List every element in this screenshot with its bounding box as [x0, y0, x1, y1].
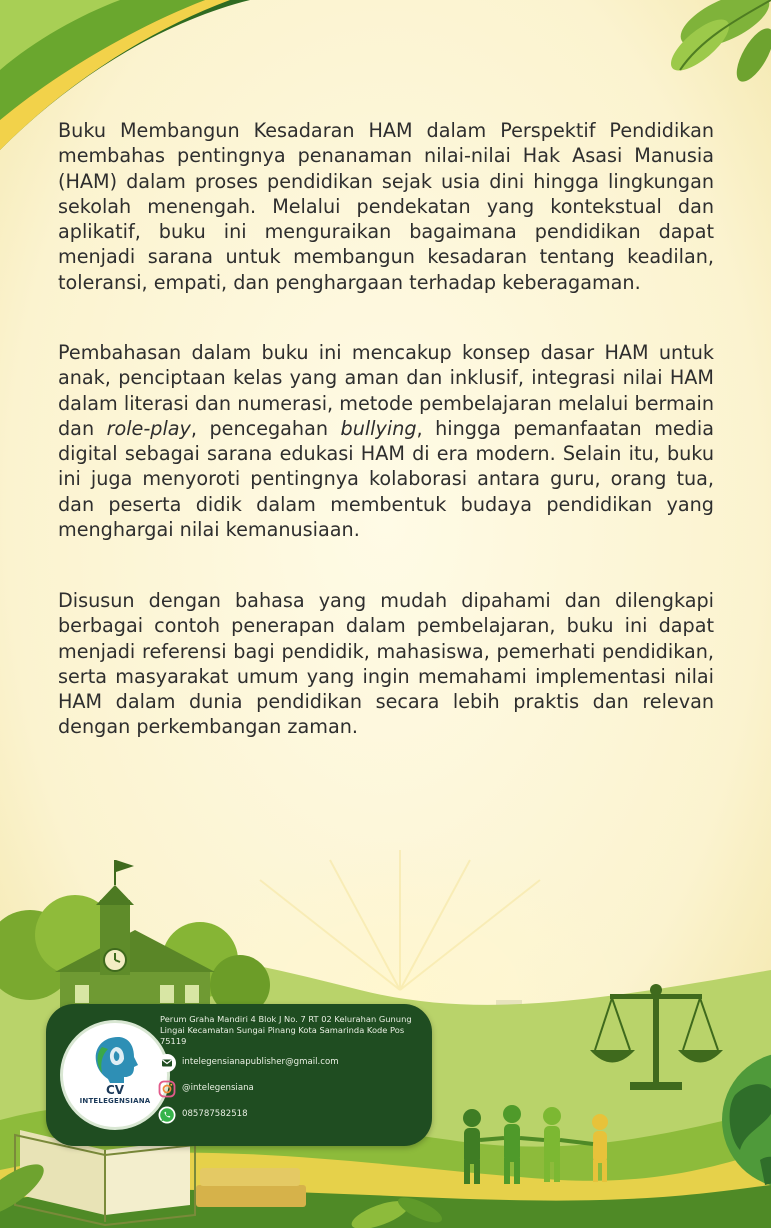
- paragraph-2-text-a: Pembahasan dalam buku ini mencakup konsep dasar HAM untuk anak, penciptaan kelas yang aman dan inklusif, integrasi nilai HAM dalam literasi dan numerasi, metode pembelajaran melalui bermain dan: [58, 341, 714, 440]
- paragraph-2-text-c: , hingga pemanfaatan media digital sebagai sarana edukasi HAM di era modern. Selain itu, buku ini juga menyoroti pentingnya kolaborasi antara guru, orang tua, dan peserta didik dalam membentuk budaya pendidikan yang menghargai nilai kemanusiaan.: [58, 416, 714, 542]
- publisher-logo: [60, 1020, 170, 1130]
- paragraph-2-italic-bullying: bullying: [340, 416, 417, 440]
- whatsapp-icon: [158, 1106, 176, 1124]
- head-profile-icon: [88, 1033, 142, 1085]
- contact-email[interactable]: intelegensianapublisher@gmail.com: [182, 1057, 339, 1067]
- publisher-info-card: [46, 1004, 432, 1146]
- contact-instagram[interactable]: @intelegensiana: [182, 1083, 254, 1093]
- email-icon: [158, 1054, 176, 1072]
- description-paragraph-3: Disusun dengan bahasa yang mudah dipahami dan dilengkapi berbagai contoh penerapan dalam pembelajaran, buku ini dapat menjadi referensi bagi pendidik, mahasiswa, pemerhati pendidikan, serta masyarakat umum yang ingin memahami implementasi nilai HAM dalam dunia pendidikan secara lebih praktis dan relevan dengan perkembangan zaman.: [58, 589, 714, 739]
- paragraph-2-text-b: , pencegahan: [190, 416, 341, 440]
- paragraph-2-italic-roleplay: role-play: [106, 416, 191, 440]
- logo-name-text: INTELEGENSIANA: [79, 1097, 151, 1105]
- logo-cv-text: CV: [105, 1083, 125, 1097]
- publisher-address: Perum Graha Mandiri 4 Blok J No. 7 RT 02 Kelurahan Gunung Lingai Kecamatan Sungai Pinang Kota Samarinda Kode Pos 75119: [160, 1014, 412, 1046]
- description-paragraph-1: Buku Membangun Kesadaran HAM dalam Perspektif Pendidikan membahas pentingnya penanaman nilai-nilai Hak Asasi Manusia (HAM) dalam proses pendidikan sejak usia dini hingga lingkungan sekolah menengah. Melalui pendekatan yang kontekstual dan aplikatif, buku ini menguraikan bagaimana pendidikan dapat menjadi sarana untuk membangun kesadaran tentang keadilan, toleransi, empati, dan penghargaan terhadap keberagaman.: [58, 119, 714, 294]
- instagram-icon: [158, 1080, 176, 1098]
- contact-phone[interactable]: 085787582518: [182, 1109, 248, 1119]
- description-paragraph-2: [58, 340, 714, 542]
